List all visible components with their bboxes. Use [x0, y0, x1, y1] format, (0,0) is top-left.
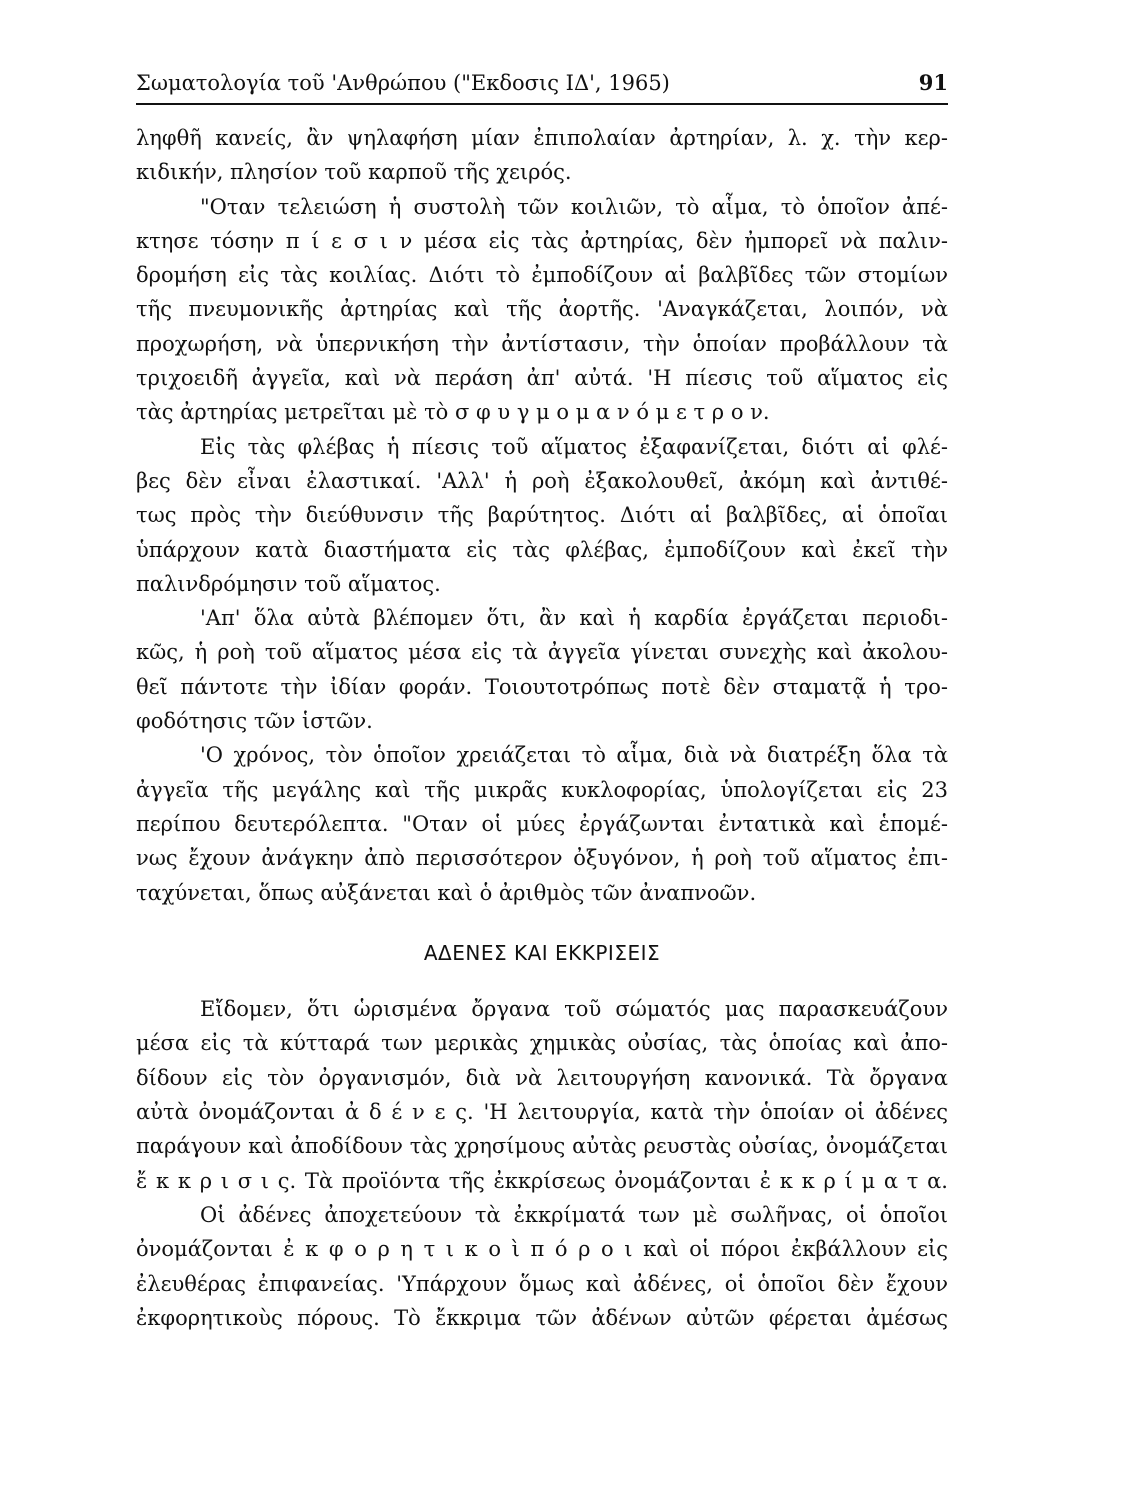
- text-line: φοδότησις τῶν ἱστῶν.: [136, 709, 373, 734]
- text-line: τριχοειδῆ ἀγγεῖα, καὶ νὰ περάση ἀπ' αὐτά. 'Η πίεσις τοῦ αἵματος εἰς: [136, 366, 948, 391]
- text-line: θεῖ πάντοτε τὴν ἰδίαν φοράν. Τοιουτοτρόπως ποτὲ δὲν σταματᾷ ἡ τρο-: [136, 674, 948, 699]
- text-line: τὰς ἀρτηρίας μετρεῖται μὲ τὸ σ φ υ γ μ ο μ α ν ό μ ε τ ρ ο ν.: [136, 400, 770, 425]
- text-line: προχωρήση, νὰ ὑπερνικήση τὴν ἀντίστασιν, τὴν ὁποίαν προβάλλουν τὰ: [136, 331, 948, 356]
- text-line: Εἴδομεν, ὅτι ὡρισμένα ὄργανα τοῦ σώματός μας παρασκευάζουν: [200, 997, 948, 1022]
- text-line: 'Ο χρόνος, τὸν ὁποῖον χρειάζεται τὸ αἷμα, διὰ νὰ διατρέξη ὅλα τὰ: [200, 743, 948, 768]
- text-line: παλινδρόμησιν τοῦ αἵματος.: [136, 571, 441, 596]
- page-number: 91: [918, 70, 948, 95]
- text-line: τως πρὸς τὴν διεύθυνσιν τῆς βαρύτητος. Διότι αἱ βαλβῖδες, αἱ ὁποῖαι: [136, 503, 948, 528]
- running-title: Σωματολογία τοῦ 'Ανθρώπου ("Εκδοσις ΙΔ', 1965): [136, 71, 670, 95]
- text-line: 'Απ' ὅλα αὐτὰ βλέπομεν ὅτι, ἂν καὶ ἡ καρδία ἐργάζεται περιοδι-: [200, 606, 948, 631]
- text-line: Οἱ ἀδένες ἀποχετεύουν τὰ ἐκκρίματά των μὲ σωλῆνας, οἱ ὁποῖοι: [200, 1202, 948, 1227]
- text-line: περίπου δευτερόλεπτα. "Οταν οἱ μύες ἐργάζωνται ἐντατικὰ καὶ ἑπομέ-: [136, 811, 948, 836]
- text-line: ὀνομάζονται ἐ κ φ ο ρ η τ ι κ ο ὶ π ό ρ ο ι καὶ οἱ πόροι ἐκβάλλουν εἰς: [136, 1237, 948, 1262]
- text-line: ἐκφορητικοὺς πόρους. Τὸ ἔκκριμα τῶν ἀδένων αὐτῶν φέρεται ἀμέσως: [136, 1305, 948, 1330]
- text-line: νως ἔχουν ἀνάγκην ἀπὸ περισσότερον ὀξυγόνον, ἡ ροὴ τοῦ αἵματος ἐπι-: [136, 846, 948, 871]
- page-body: [136, 121, 948, 1335]
- text-line: δίδουν εἰς τὸν ὀργανισμόν, διὰ νὰ λειτουργήση κανονικά. Τὰ ὄργανα: [136, 1065, 948, 1090]
- text-line: κῶς, ἡ ροὴ τοῦ αἵματος μέσα εἰς τὰ ἀγγεῖα γίνεται συνεχὴς καὶ ἀκολου-: [136, 640, 948, 665]
- text-line: ὑπάρχουν κατὰ διαστήματα εἰς τὰς φλέβας, ἐμποδίζουν καὶ ἐκεῖ τὴν: [136, 537, 948, 562]
- text-line: δρομήση εἰς τὰς κοιλίας. Διότι τὸ ἐμποδίζουν αἱ βαλβῖδες τῶν στομίων: [136, 263, 948, 288]
- text-line: ταχύνεται, ὅπως αὐξάνεται καὶ ὁ ἀριθμὸς τῶν ἀναπνοῶν.: [136, 880, 757, 905]
- text-line: κιδικήν, πλησίον τοῦ καρποῦ τῆς χειρός.: [136, 160, 572, 185]
- text-line: ἀγγεῖα τῆς μεγάλης καὶ τῆς μικρᾶς κυκλοφορίας, ὑπολογίζεται εἰς 23: [136, 777, 948, 802]
- text-line: παράγουν καὶ ἀποδίδουν τὰς χρησίμους αὐτὰς ρευστὰς οὐσίας, ὀνομάζεται: [136, 1134, 948, 1159]
- text-line: ληφθῆ κανείς, ἂν ψηλαφήση μίαν ἐπιπολαίαν ἀρτηρίαν, λ. χ. τὴν κερ-: [136, 126, 948, 150]
- text-line: τῆς πνευμονικῆς ἀρτηρίας καὶ τῆς ἀορτῆς. 'Αναγκάζεται, λοιπόν, νὰ: [136, 297, 948, 322]
- text-line: ἔ κ κ ρ ι σ ι ς. Τὰ προϊόντα τῆς ἐκκρίσεως ὀνομάζονται ἐ κ κ ρ ί μ α τ α.: [136, 1168, 948, 1193]
- book-page: [136, 70, 948, 1335]
- text-line: ἐλευθέρας ἐπιφανείας. 'Υπάρχουν ὅμως καὶ ἀδένες, οἱ ὁποῖοι δὲν ἔχουν: [136, 1271, 948, 1296]
- text-line: κτησε τόσην π ί ε σ ι ν μέσα εἰς τὰς ἀρτηρίας, δὲν ἠμπορεῖ νὰ παλιν-: [136, 228, 948, 253]
- text-line: βες δὲν εἶναι ἐλαστικαί. 'Αλλ' ἡ ροὴ ἐξακολουθεῖ, ἀκόμη καὶ ἀντιθέ-: [136, 468, 948, 493]
- text-line: "Οταν τελειώση ἡ συστολὴ τῶν κοιλιῶν, τὸ αἷμα, τὸ ὁποῖον ἀπέ-: [200, 194, 948, 219]
- section-heading: ΑΔΕΝΕΣ ΚΑΙ ΕΚΚΡΙΣΕΙΣ: [423, 940, 661, 965]
- text-line: Εἰς τὰς φλέβας ἡ πίεσις τοῦ αἵματος ἐξαφανίζεται, διότι αἱ φλέ-: [200, 434, 948, 459]
- text-line: αὐτὰ ὀνομάζονται ἀ δ έ ν ε ς. 'Η λειτουργία, κατὰ τὴν ὁποίαν οἱ ἀδένες: [136, 1100, 948, 1125]
- running-header: [136, 70, 948, 105]
- text-line: μέσα εἰς τὰ κύτταρά των μερικὰς χημικὰς οὐσίας, τὰς ὁποίας καὶ ἀπο-: [136, 1031, 948, 1056]
